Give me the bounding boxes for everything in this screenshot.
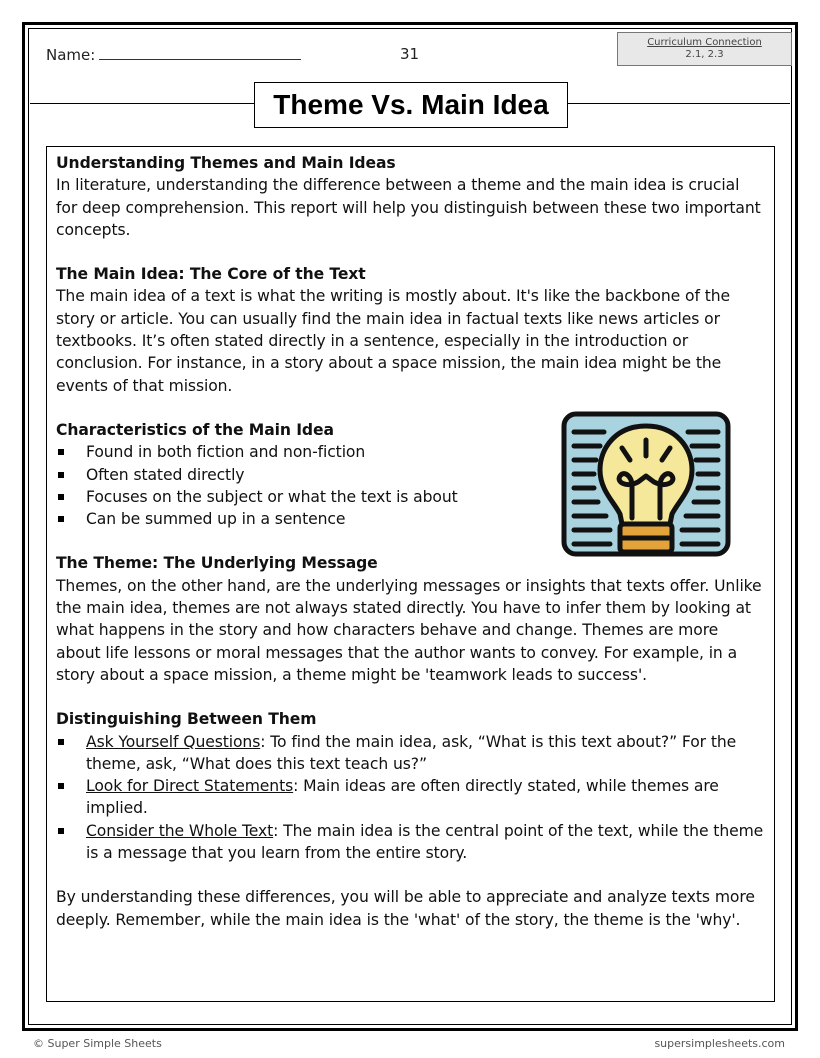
- main-idea-paragraph: The main idea of a text is what the writing is mostly about. It's like the backbone of the story or article. You can usually find the main idea in factual texts like news articles or textbooks. It’s often stated directly in a sentence, especially in the introduction or conclusion. For instance, in a story about a space mission, the main idea might be the events of that mission.: [56, 287, 730, 395]
- content-box: [46, 146, 775, 1002]
- curriculum-connection-box: [617, 32, 792, 66]
- page-number: 31: [400, 45, 420, 63]
- name-field: [46, 45, 301, 64]
- curriculum-codes: 2.1, 2.3: [685, 49, 724, 60]
- main-idea-heading: The Main Idea: The Core of the Text: [56, 265, 366, 284]
- list-item-text: : Main ideas are often directly stated, while themes are implied.: [86, 777, 719, 818]
- list-item-text: : The main idea is the central point of the text, while the theme is a message that you learn from the entire story.: [86, 821, 764, 863]
- list-item: Found in both fiction and non-fiction: [56, 441, 765, 463]
- lightbulb-icon: [560, 410, 732, 558]
- name-blank-line[interactable]: [99, 45, 301, 60]
- conclusion-paragraph: By understanding these differences, you will be able to appreciate and analyze texts more deeply. Remember, while the main idea is the 'what' of the story, the theme is the 'why'.: [56, 888, 755, 929]
- list-item: [56, 731, 765, 776]
- distinguishing-heading: Distinguishing Between Them: [56, 710, 317, 729]
- characteristics-heading: Characteristics of the Main Idea: [56, 420, 334, 439]
- distinguishing-list: [56, 731, 765, 865]
- theme-heading: The Theme: The Underlying Message: [56, 554, 378, 573]
- list-item-term: Ask Yourself Questions: [86, 732, 261, 751]
- list-item: Focuses on the subject or what the text is about: [56, 486, 765, 508]
- name-label: Name:: [46, 46, 96, 64]
- list-item: [56, 820, 765, 865]
- page-title: Theme Vs. Main Idea: [254, 82, 568, 128]
- footer-copyright: © Super Simple Sheets: [33, 1037, 162, 1050]
- list-item: Can be summed up in a sentence: [56, 508, 765, 530]
- list-item-term: Consider the Whole Text: [86, 821, 274, 840]
- list-item-text: : To find the main idea, ask, “What is this text about?” For the theme, ask, “What does this text teach us?”: [86, 732, 737, 773]
- theme-paragraph: Themes, on the other hand, are the underlying messages or insights that texts offer. Unlike the main idea, themes are not always stated directly. You have to infer them by looking at what happens in the story and how characters behave and change. Themes are more about life lessons or moral messages that the author wants to convey. For example, in a story about a space mission, a theme might be 'teamwork leads to success'.: [56, 576, 762, 684]
- footer-website[interactable]: supersimplesheets.com: [654, 1037, 785, 1050]
- intro-paragraph: In literature, understanding the difference between a theme and the main idea is crucial for deep comprehension. This report will help you distinguish between these two important concepts.: [56, 176, 761, 239]
- curriculum-title: Curriculum Connection: [647, 37, 762, 48]
- list-item-term: Look for Direct Statements: [86, 777, 294, 796]
- list-item: [56, 775, 765, 820]
- list-item: Often stated directly: [56, 464, 765, 486]
- intro-heading: Understanding Themes and Main Ideas: [56, 154, 396, 172]
